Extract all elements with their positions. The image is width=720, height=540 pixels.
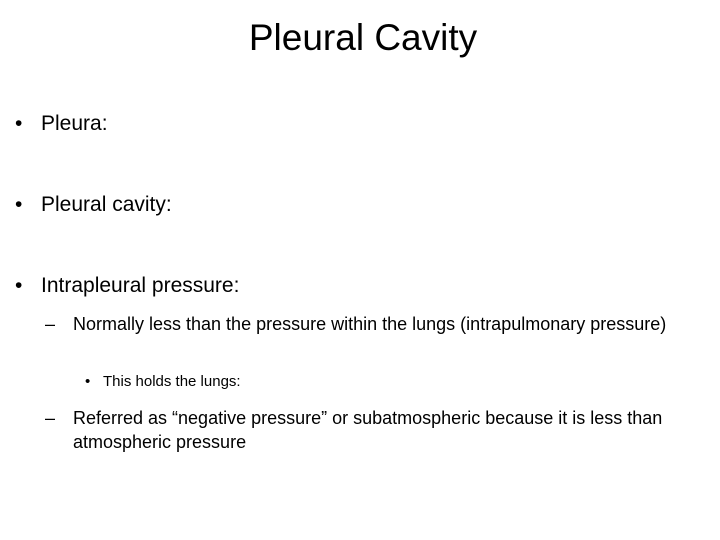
bullet-marker: •: [15, 193, 23, 216]
sub-bullet-text: Normally less than the pressure within the lungs (intrapulmonary pressure): [73, 314, 667, 334]
sub-sub-bullet-text: This holds the lungs:: [103, 373, 241, 390]
sub-bullet-text: Referred as “negative pressure” or subatmospheric because it is less than atmospheric pressure: [73, 408, 663, 452]
sub-sub-bullet-marker: •: [85, 373, 91, 390]
bullet-text: Intrapleural pressure:: [41, 274, 240, 297]
sub-bullet-marker: –: [45, 408, 56, 428]
bullet-text: Pleural cavity:: [41, 193, 172, 216]
sub-bullet-marker: –: [45, 314, 56, 334]
bullet-text: Pleura:: [41, 112, 108, 135]
slide-title: Pleural Cavity: [248, 17, 478, 58]
bullet-marker: •: [15, 112, 23, 135]
bullet-marker: •: [15, 274, 23, 297]
